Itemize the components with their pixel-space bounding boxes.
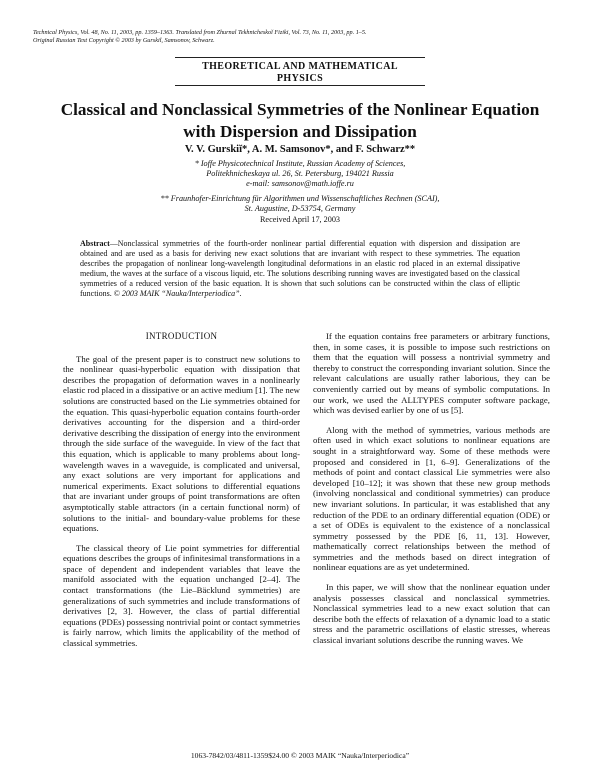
section-heading	[150, 61, 450, 84]
paragraph: The goal of the present paper is to construct new solutions to the nonlinear quasi-hyperbolic equation with dissipation that describes the propagation of deformation waves in a nonlinearly elastic rod placed in a dissipative or an active medium [1]. The new solutions are constructed based on the Lie symmetries obtained for the equation. This quasi-hyperbolic equation contains fourth-order derivatives accounting for the dispersion and a third-order derivative describing the dissipation of energy into the environment through the side surface of the waveguide. In view of the fact that this equation, which is applicable to many problems about long-wavelength waves in a waveguide, is complicated and universal, any exact solutions are very important for applications and numerical experiments. Exact solutions to differential equations that are invariant under groups of point transformations are often asymptotically stable attractors (in a certain functional norm) of solutions to the initial- and boundary-value problems for these equations.	[63, 353, 301, 534]
paper-title	[40, 99, 560, 142]
title-line1: Classical and Nonclassical Symmetries of the Nonlinear Equation	[60, 100, 540, 119]
section-heading-line1: THEORETICAL AND MATHEMATICAL	[202, 61, 398, 72]
abstract-copyright: © 2003 MAIK “Nauka/Interperiodica”.	[113, 289, 242, 299]
introduction-heading: INTRODUCTION	[145, 331, 218, 341]
journal-header	[33, 29, 553, 45]
affiliation-fraunhofer	[110, 194, 490, 214]
header-copyright: Original Russian Text Copyright © 2003 by Gurskiĭ, Samsonov, Schwarz.	[33, 37, 215, 44]
abstract-text: —Nonclassical symmetries of the fourth-order nonlinear partial differential equation with dispersion and dissipation are obtained and are used as a basis for deriving new exact solutions that are invariant with respect to these symmetries. The equation describes the propagation of nonlinear long-wavelength longitudinal deformations in an elastic rod placed in an external dissipative medium, the waves at the surface of a viscous liquid, etc. The solutions describing running waves are investigated based on the classical symmetries of a reduced version of the basic equation. It is shown that such solutions can be constructed within the class of elliptic functions.	[80, 239, 520, 299]
affiliation-email: e-mail: samsonov@math.ioffe.ru	[246, 179, 354, 189]
affiliation-ioffe-line1: * Ioffe Physicotechnical Institute, Russian Academy of Sciences,	[194, 159, 406, 168]
paragraph: Along with the method of symmetries, various methods are often used in which exact solutions to nonlinear equations are sought in a straightforward way. Some of these methods were proposed and considered in [1, 6–9]. Generalizations of the methods of point and contact classical Lie symmetries were also developed [10–12]; it was shown that these new group methods (involving nonclassical and conditional symmetries) can produce new invariant solutions. In particular, it was established that any reduction of the PDE to an ordinary differential equation (ODE) or a set of ODEs is equivalent to the existence of a nonclassical symmetry possessed by the PDE [6, 11, 13]. However, mathematically correct relationships between the method of symmetries and the methods based on direct integration of nonlinear equations are as yet undetermined.	[313, 424, 550, 573]
column-left	[63, 331, 300, 658]
paragraph: The classical theory of Lie point symmetries for differential equations describes the groups of infinitesimal transformations in a space of dependent and independent variables that leave the manifold associated with the equation unchanged [2–4]. The contact transformations (the Lie–Bäcklund symmetries) are generalizations of such symmetries and include transformations of derivatives [2, 3]. However, the class of partial differential equations (PDEs) possessing nontrivial point or contact symmetries is fairly narrow, which limits the applicability of the method of classical symmetries.	[63, 542, 300, 649]
received-date: Received April 17, 2003	[259, 215, 341, 224]
column-right	[313, 331, 550, 655]
abstract-label: Abstract	[80, 239, 110, 248]
affiliation-ioffe-line2: Politekhnicheskaya ul. 26, St. Petersburg, 194021 Russia	[206, 169, 394, 179]
affiliation-fraunhofer-line2: St. Augustine, D-53754, Germany	[244, 204, 356, 214]
affiliation-ioffe	[110, 159, 490, 190]
paragraph: If the equation contains free parameters or arbitrary functions, then, in some cases, it is possible to impose such restrictions on them that the equation will possess a nontrivial symmetry and thereby to construct the corresponding invariant solution. Since the relevant calculations are usually rather laborious, they can be conveniently carried out by means of symbolic computations. In our work, we used the ALLTYPES computer software package, which was devised earlier by one of us [5].	[313, 331, 550, 416]
section-rule-top	[175, 57, 425, 58]
abstract	[80, 239, 520, 300]
paragraph: In this paper, we will show that the nonlinear equation under analysis possesses classical and nonclassical symmetries. Nonclassical symmetries lead to a new exact solution that can describe both the effects of relaxation of a dynamic load to a static stress and the parametric oscillations of elastic stresses, whereas classical invariant solutions describe the running waves. We	[313, 582, 550, 646]
page-footer: 1063-7842/03/4811-1359$24.00 © 2003 MAIK “Nauka/Interperiodica”	[190, 751, 410, 760]
title-line2: with Dispersion and Dissipation	[183, 121, 417, 141]
authors: V. V. Gurskiĭ*, A. M. Samsonov*, and F. Schwarz**	[184, 144, 416, 155]
section-heading-line2: PHYSICS	[276, 72, 324, 84]
header-citation: Technical Physics, Vol. 48, No. 11, 2003, pp. 1359–1363. Translated from Zhurnal Tekhnicheskoĭ Fiziki, Vol. 73, No. 11, 2003, pp. 1–5.	[33, 29, 367, 36]
section-rule-bottom	[175, 85, 425, 86]
affiliation-fraunhofer-line1: ** Fraunhofer-Einrichtung für Algorithmen und Wissenschaftliches Rechnen (SCAI),	[160, 194, 440, 203]
